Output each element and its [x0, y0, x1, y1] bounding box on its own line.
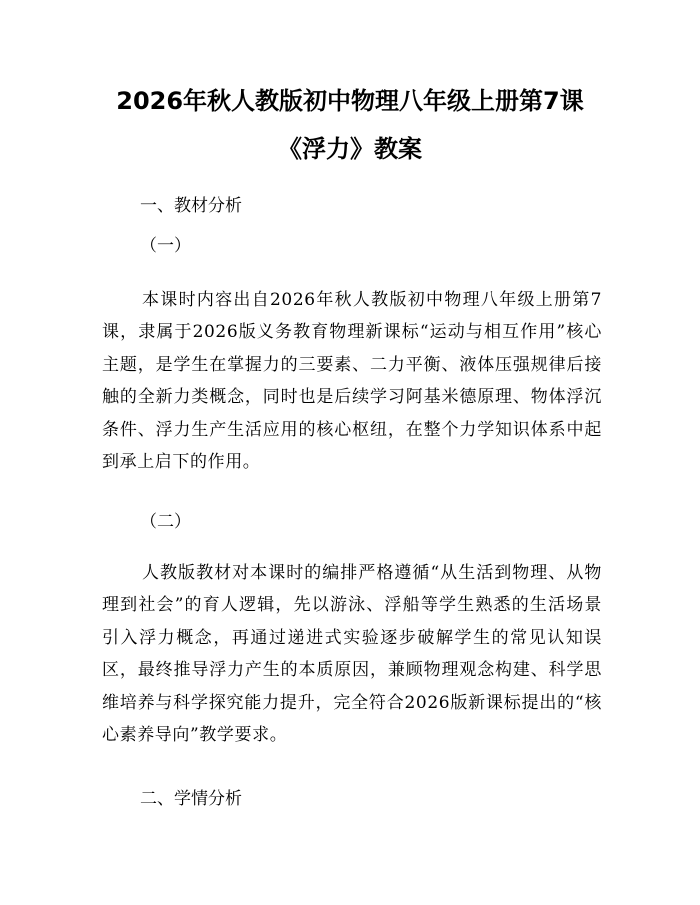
paragraph-2: 人教版教材对本课时的编排严格遵循“从生活到物理、从物理到社会”的育人逻辑，先以游泳、浮船等学生熟悉的生活场景引入浮力概念，再通过递进式实验逐步破解学生的常见认知误区，最终推导浮力产生的本质原因，兼顾物理观念构建、科学思维培养与科学探究能力提升，完全符合2026版新课标提出的“核心素养导向”教学要求。 — [102, 563, 602, 746]
document-title-line-2: 《浮力》教案 — [278, 135, 422, 163]
document-title-line-1: 2026年秋人教版初中物理八年级上册第7课 — [116, 87, 584, 115]
subsection-label-2: （二） — [140, 512, 191, 532]
section-heading-textbook-analysis: 一、教材分析 — [140, 196, 242, 216]
subsection-label-1: （一） — [140, 236, 191, 256]
paragraph-1: 本课时内容出自2026年秋人教版初中物理八年级上册第7课，隶属于2026版义务教育物理新课标“运动与相互作用”核心主题，是学生在掌握力的三要素、二力平衡、液体压强规律后接触的全新力类概念，同时也是后续学习阿基米德原理、物体浮沉条件、浮力生产生活应用的核心枢纽，在整个力学知识体系中起到承上启下的作用。 — [102, 290, 602, 473]
section-heading-learner-analysis: 二、学情分析 — [140, 789, 242, 809]
